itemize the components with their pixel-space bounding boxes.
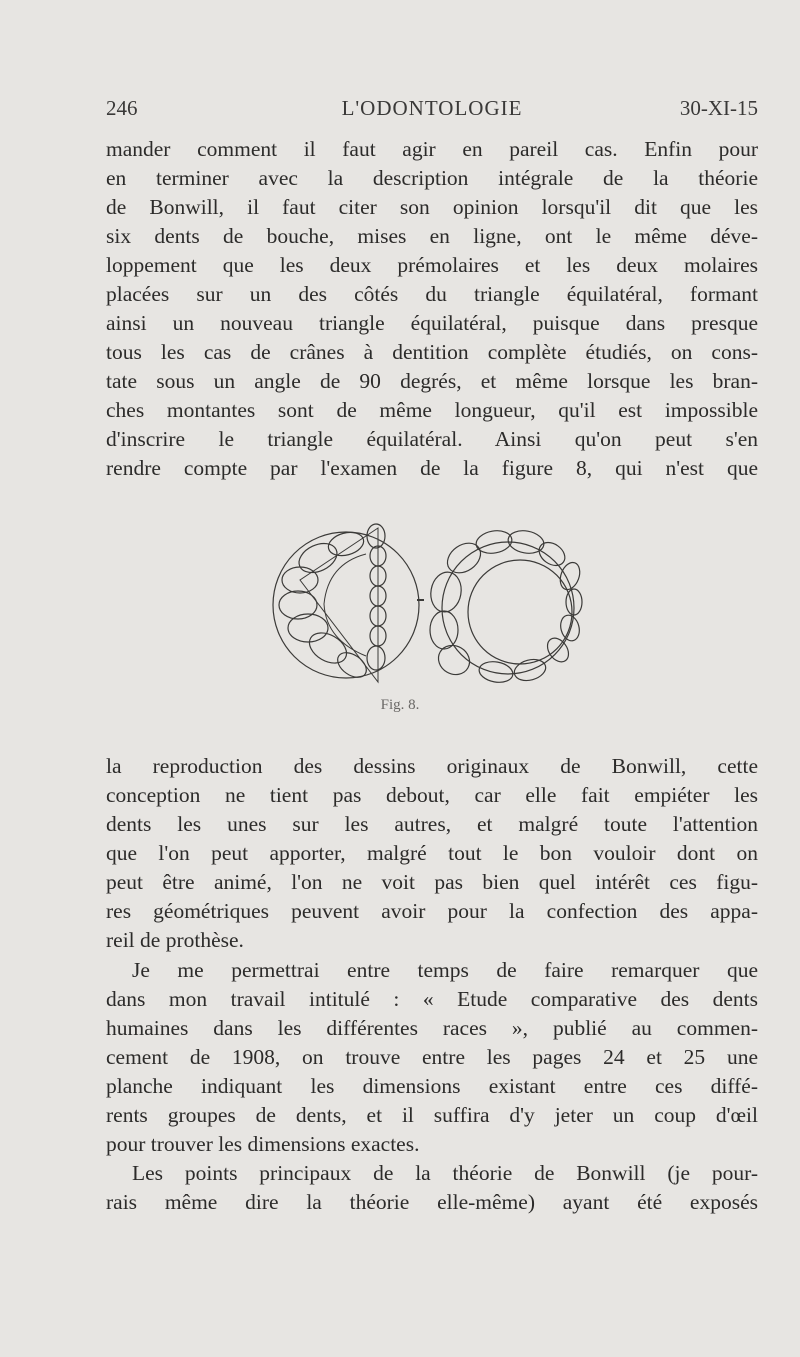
text-line: ches montantes sont de même longueur, qu'il est impossible: [106, 398, 758, 422]
tooth-shape: [294, 538, 341, 578]
text-line: tous les cas de crânes à dentition complète étudiés, on cons-: [106, 340, 758, 364]
inner-arch: [324, 554, 366, 656]
text-line: dans mon travail intitulé : « Etude comparative des dents: [106, 987, 758, 1011]
text-line: peut être animé, l'on ne voit pas bien quel intérêt ces figu-: [106, 870, 758, 894]
text-line: reil de prothèse.: [106, 928, 244, 952]
arch-inner-circle: [468, 560, 572, 664]
tooth-shape: [433, 640, 475, 680]
tooth-shape: [430, 611, 458, 649]
paragraph-1: [106, 135, 758, 483]
text-line: de Bonwill, il faut citer son opinion lorsqu'il dit que les: [106, 195, 758, 219]
text-line: rents groupes de dents, et il suffira d'y jeter un coup d'œil: [106, 1103, 758, 1127]
text-line: six dents de bouche, mises en ligne, ont le même déve-: [106, 224, 758, 248]
journal-title: L'ODONTOLOGIE: [341, 96, 523, 120]
text-line: ainsi un nouveau triangle équilatéral, puisque dans presque: [106, 311, 758, 335]
tooth-shape: [288, 614, 328, 642]
text-line: Je me permettrai entre temps de faire remarquer que: [132, 958, 758, 982]
text-line: Les points principaux de la théorie de Bonwill (je pour-: [132, 1161, 758, 1185]
triangle-outline: [300, 528, 378, 682]
text-line: en terminer avec la description intégrale de la théorie: [106, 166, 758, 190]
running-header: [106, 96, 758, 126]
text-line: humaines dans les différentes races », publié au commen-: [106, 1016, 758, 1040]
tooth-shape: [535, 538, 569, 570]
text-line: rais même dire la théorie elle-même) ayant été exposés: [106, 1190, 758, 1214]
text-line: tate sous un angle de 90 degrés, et même lorsque les bran-: [106, 369, 758, 393]
tooth-shape: [428, 570, 464, 615]
text-line: cement de 1908, on trouve entre les pages 24 et 25 une: [106, 1045, 758, 1069]
figure-caption: Fig. 8.: [380, 697, 420, 713]
text-line: placées sur un des côtés du triangle équilatéral, formant: [106, 282, 758, 306]
text-line: que l'on peut apporter, malgré tout le bon vouloir dont on: [106, 841, 758, 865]
text-line: la reproduction des dessins originaux de Bonwill, cette: [106, 754, 758, 778]
issue-date: 30-XI-15: [679, 96, 758, 120]
text-line: rendre compte par l'examen de la figure 8, qui n'est que: [106, 456, 758, 480]
dental-arch-diagram: [268, 520, 598, 690]
text-line: dents les unes sur les autres, et malgré toute l'attention: [106, 812, 758, 836]
paragraph-3: [106, 956, 758, 1159]
text-line: loppement que les deux prémolaires et les deux molaires: [106, 253, 758, 277]
text-line: mander comment il faut agir en pareil cas. Enfin pour: [106, 137, 758, 161]
text-line: d'inscrire le triangle équilatéral. Ainsi qu'on peut s'en: [106, 427, 758, 451]
page-number: 246: [106, 96, 138, 120]
tooth-shape: [367, 646, 385, 670]
text-line: planche indiquant les dimensions existant entre ces diffé-: [106, 1074, 758, 1098]
paragraph-2: [106, 752, 758, 955]
text-line: res géométriques peuvent avoir pour la confection des appa-: [106, 899, 758, 923]
text-line: conception ne tient pas debout, car elle fait empiéter les: [106, 783, 758, 807]
tooth-shape: [304, 627, 352, 670]
paragraph-4: [106, 1159, 758, 1217]
text-line: pour trouver les dimensions exactes.: [106, 1132, 420, 1156]
